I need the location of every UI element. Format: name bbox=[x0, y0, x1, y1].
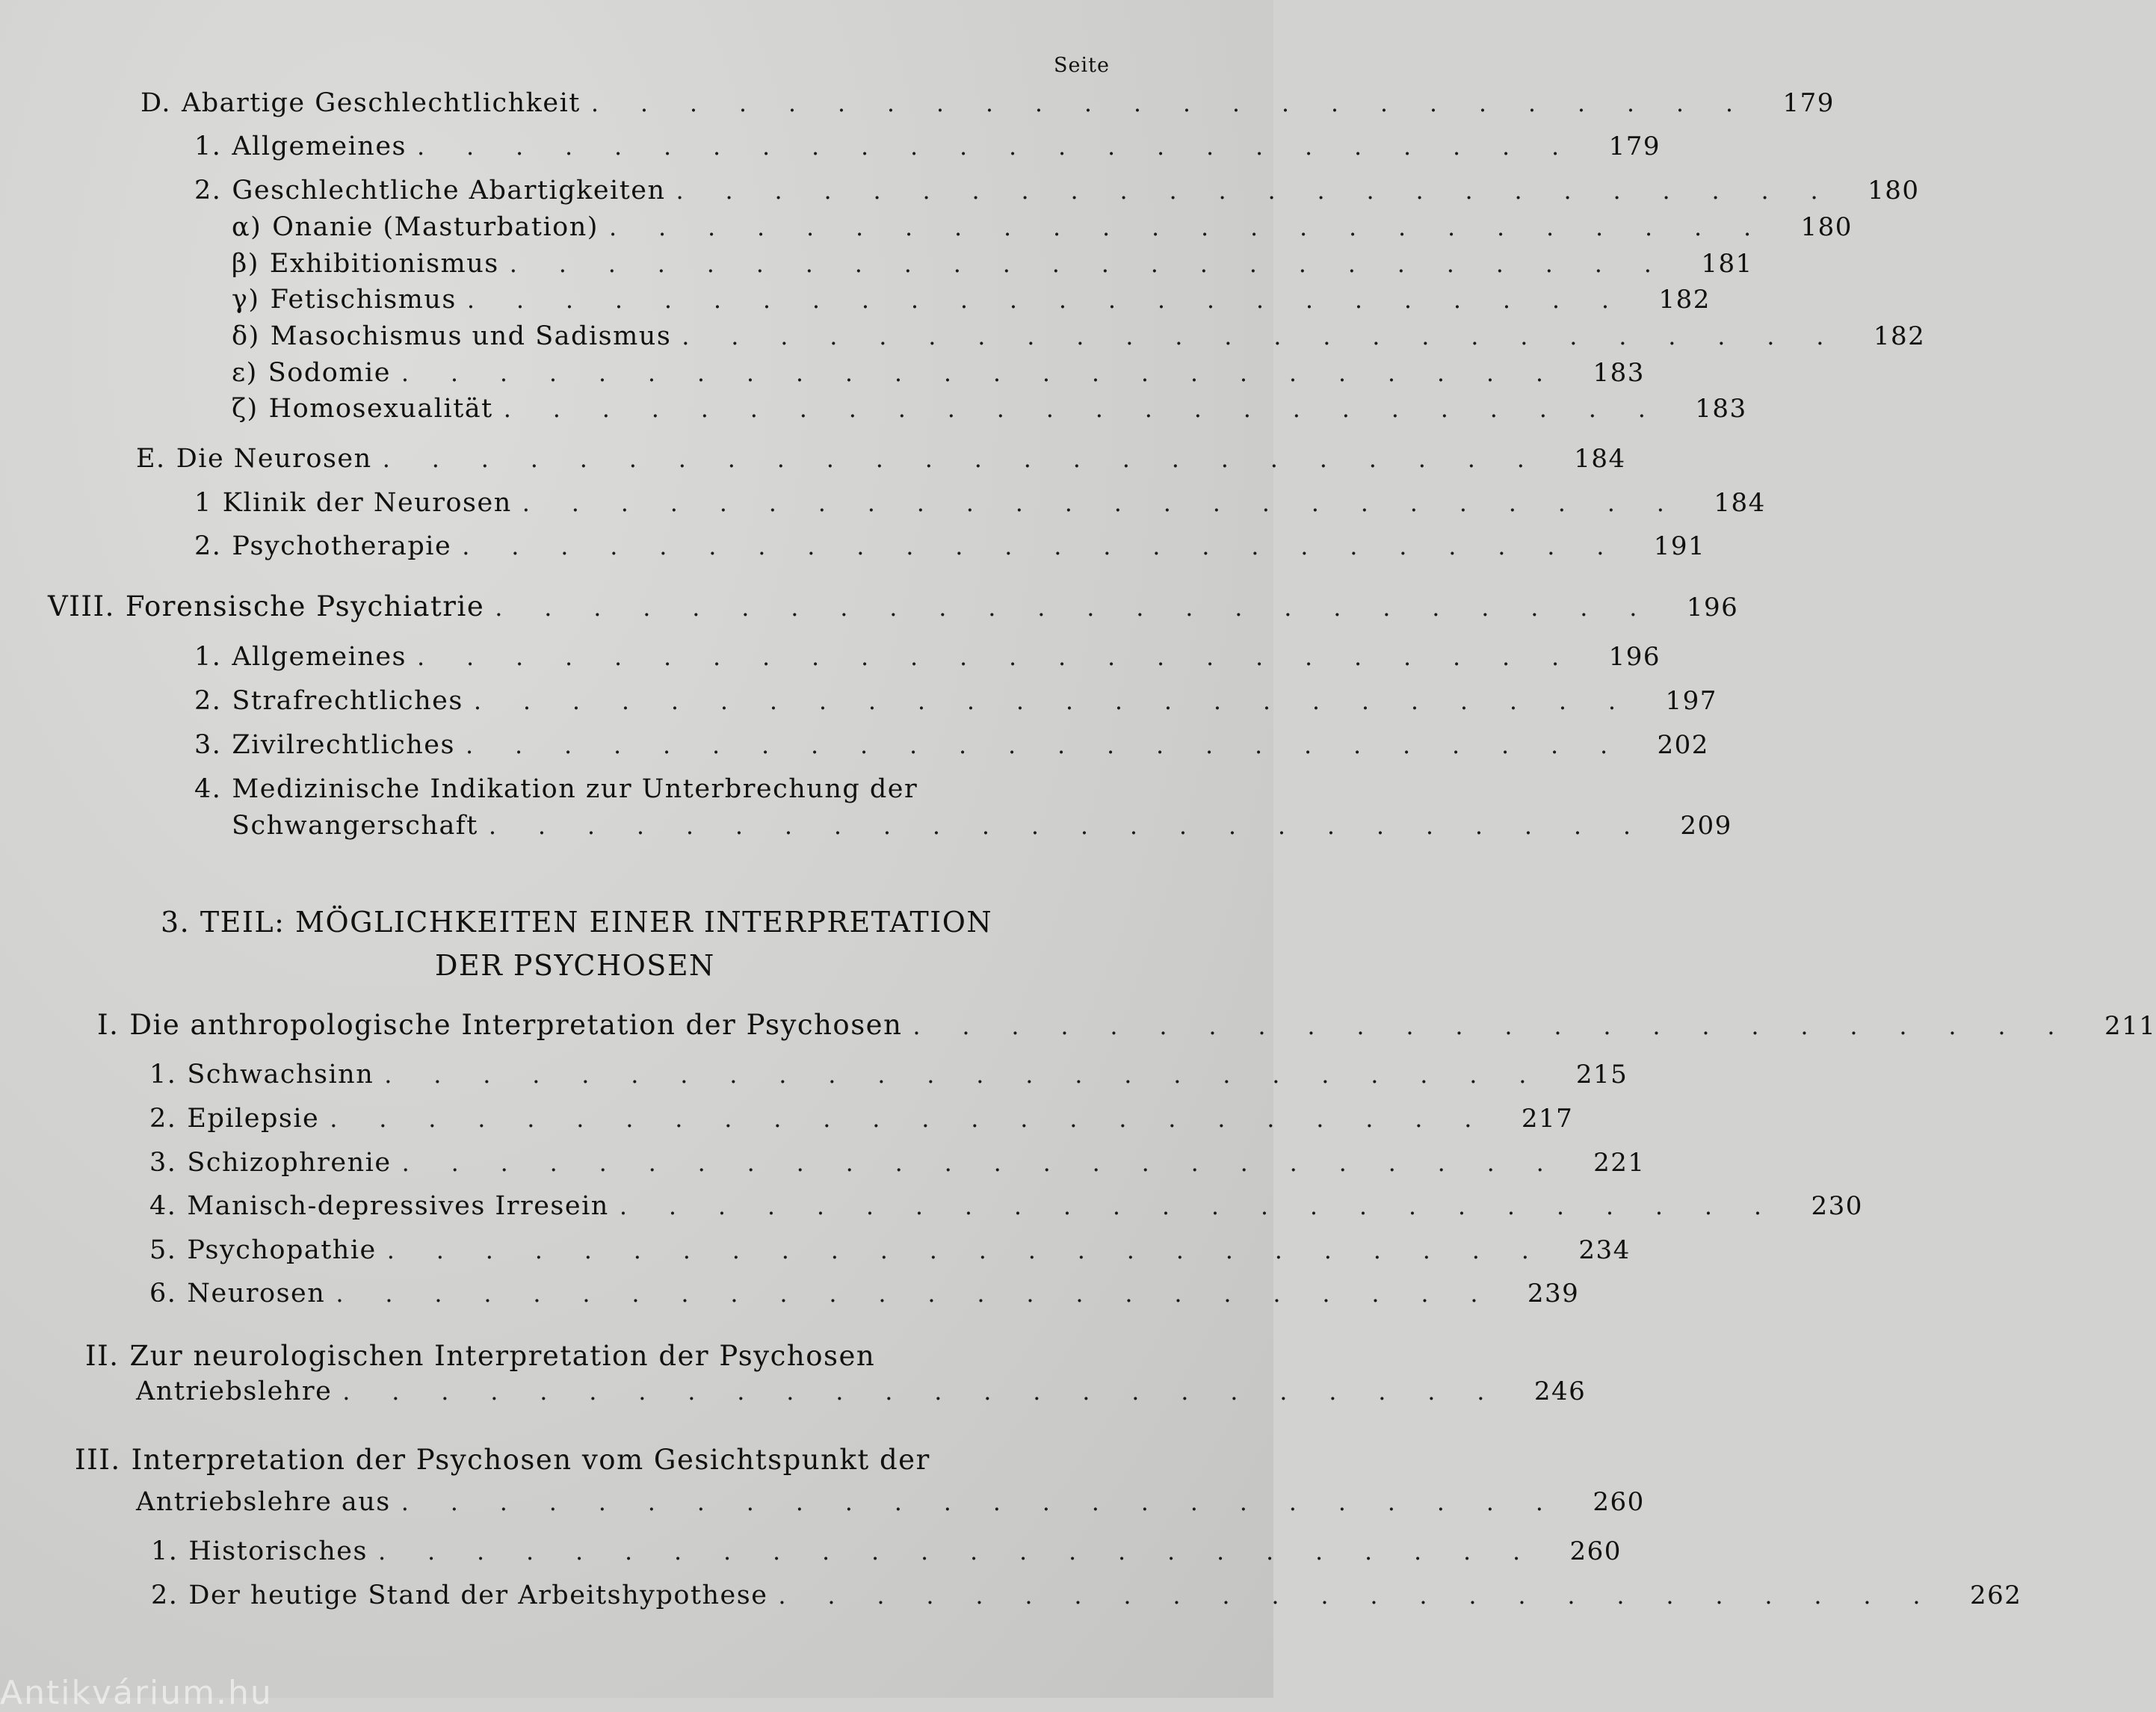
toc-entry bbox=[48, 590, 1739, 628]
entry-marker: D. bbox=[140, 88, 171, 118]
entry-marker: E. bbox=[136, 444, 166, 474]
entry-marker: 2. bbox=[149, 1104, 177, 1134]
entry-marker: 1. bbox=[151, 1536, 179, 1566]
toc-entry bbox=[149, 1191, 1863, 1229]
entry-page: 179 bbox=[1782, 88, 1835, 118]
toc-entry bbox=[232, 811, 1732, 848]
dot-leader: . . . . . . . . . . . . . . . . . . . . . . . . bbox=[495, 593, 1637, 622]
entry-title: Psychopathie bbox=[187, 1235, 377, 1265]
entry-marker: δ) bbox=[232, 321, 260, 351]
dot-leader: . . . . . . . . . . . . . . . . . . . . . . . . bbox=[330, 1104, 1472, 1133]
toc-entry bbox=[232, 358, 1645, 395]
toc-entry bbox=[232, 394, 1747, 431]
dot-leader: . . . . . . . . . . . . . . . . . . . . . . . . bbox=[465, 731, 1608, 759]
dot-leader: . . . . . . . . . . . . . . . . . . . . . . . . bbox=[778, 1581, 1921, 1610]
entry-page: 221 bbox=[1593, 1148, 1646, 1178]
entry-page: 184 bbox=[1574, 444, 1626, 474]
entry-page: 180 bbox=[1800, 212, 1853, 242]
dot-leader: . . . . . . . . . . . . . . . . . . . . . . . . bbox=[682, 322, 1824, 350]
entry-marker: β) bbox=[232, 249, 259, 279]
toc-entry bbox=[194, 686, 1717, 723]
entry-marker: ζ) bbox=[232, 394, 259, 424]
entry-marker: II. bbox=[85, 1340, 120, 1372]
entry-marker: 4. bbox=[194, 774, 222, 804]
dot-leader: . . . . . . . . . . . . . . . . . . . . . . . . bbox=[590, 89, 1734, 117]
entry-title: Masochismus und Sadismus bbox=[270, 321, 672, 351]
toc-entry bbox=[194, 531, 1706, 569]
entry-title: Allgemeines bbox=[232, 132, 407, 161]
entry-marker: III. bbox=[75, 1444, 121, 1476]
entry-marker: 3. bbox=[149, 1148, 177, 1178]
entry-title: Forensische Psychiatrie bbox=[125, 590, 485, 622]
toc-entry bbox=[136, 444, 1626, 481]
dot-leader: . . . . . . . . . . . . . . . . . . . . . . . . bbox=[619, 1192, 1762, 1220]
watermark-text: Antikvárium.hu bbox=[0, 1674, 273, 1712]
dot-leader: . . . . . . . . . . . . . . . . . . . . . . . . bbox=[336, 1279, 1478, 1308]
toc-entry-line bbox=[75, 1444, 930, 1476]
entry-marker: 1. bbox=[194, 642, 222, 672]
entry-title: Onanie (Masturbation) bbox=[272, 212, 599, 242]
entry-title: Die anthropologische Interpretation der Psychosen bbox=[129, 1009, 903, 1041]
entry-marker: 1. bbox=[149, 1060, 177, 1090]
entry-title: Schwangerschaft bbox=[232, 811, 478, 841]
entry-page: 184 bbox=[1714, 488, 1766, 518]
entry-title: Fetischismus bbox=[270, 285, 457, 315]
entry-page: 180 bbox=[1868, 176, 1920, 205]
entry-page: 209 bbox=[1680, 811, 1732, 841]
toc-entry bbox=[194, 488, 1766, 525]
entry-page: 183 bbox=[1695, 394, 1747, 424]
entry-title: Die Neurosen bbox=[176, 444, 372, 474]
toc-entry bbox=[194, 730, 1709, 767]
entry-page: 230 bbox=[1811, 1191, 1863, 1221]
toc-entry-line bbox=[85, 1340, 875, 1372]
entry-page: 234 bbox=[1578, 1235, 1631, 1265]
entry-title: Sodomie bbox=[268, 358, 391, 388]
entry-page: 215 bbox=[1575, 1060, 1628, 1090]
dot-leader: . . . . . . . . . . . . . . . . . . . . . . . . bbox=[462, 532, 1604, 560]
toc-entry bbox=[151, 1536, 1622, 1574]
dot-leader: . . . . . . . . . . . . . . . . . . . . . . . . bbox=[503, 395, 1646, 423]
toc-entry bbox=[136, 1376, 1587, 1414]
part-heading-line-1: 3. TEIL: MÖGLICHKEITEN EINER INTERPRETATION bbox=[161, 906, 993, 939]
entry-title: Der heutige Stand der Arbeitshypothese bbox=[188, 1580, 768, 1610]
toc-entry-line bbox=[194, 774, 918, 804]
toc-entry bbox=[97, 1009, 2156, 1046]
entry-title: Schizophrenie bbox=[187, 1148, 392, 1178]
toc-entry bbox=[232, 321, 1926, 359]
toc-entry bbox=[232, 212, 1853, 250]
entry-marker: 6. bbox=[149, 1279, 177, 1308]
entry-title: Psychotherapie bbox=[232, 531, 452, 561]
entry-page: 260 bbox=[1593, 1487, 1645, 1517]
entry-title: Medizinische Indikation zur Unterbrechung der bbox=[232, 774, 918, 804]
entry-title: Historisches bbox=[188, 1536, 368, 1566]
part-heading-line-2: DER PSYCHOSEN bbox=[435, 949, 715, 982]
entry-page: 179 bbox=[1608, 132, 1661, 161]
entry-page: 211 bbox=[2104, 1011, 2156, 1041]
entry-marker: 2. bbox=[194, 531, 222, 561]
entry-page: 182 bbox=[1658, 285, 1711, 315]
entry-page: 260 bbox=[1569, 1536, 1622, 1566]
dot-leader: . . . . . . . . . . . . . . . . . . . . . . . . bbox=[342, 1377, 1485, 1406]
entry-title: Antriebslehre aus bbox=[136, 1487, 391, 1517]
dot-leader: . . . . . . . . . . . . . . . . . . . . . . . . bbox=[382, 445, 1525, 473]
toc-entry bbox=[149, 1279, 1580, 1316]
entry-page: 182 bbox=[1873, 321, 1926, 351]
entry-marker: 1. bbox=[194, 132, 222, 161]
entry-title: Allgemeines bbox=[232, 642, 407, 672]
toc-entry bbox=[149, 1060, 1628, 1097]
dot-leader: . . . . . . . . . . . . . . . . . . . . . . . . bbox=[488, 812, 1631, 840]
dot-leader: . . . . . . . . . . . . . . . . . . . . . . . . bbox=[509, 250, 1652, 278]
entry-page: 196 bbox=[1686, 593, 1739, 622]
entry-page: 197 bbox=[1665, 686, 1717, 716]
entry-title: Epilepsie bbox=[187, 1104, 320, 1134]
entry-title: Manisch-depressives Irresein bbox=[187, 1191, 609, 1221]
entry-marker: 3. bbox=[194, 730, 222, 760]
dot-leader: . . . . . . . . . . . . . . . . . . . . . . . . bbox=[401, 1149, 1544, 1177]
entry-page: 202 bbox=[1657, 730, 1709, 760]
entry-page: 217 bbox=[1521, 1104, 1574, 1134]
dot-leader: . . . . . . . . . . . . . . . . . . . . . . . . bbox=[401, 359, 1544, 387]
dot-leader: . . . . . . . . . . . . . . . . . . . . . . . . bbox=[384, 1060, 1527, 1089]
entry-page: 183 bbox=[1593, 358, 1645, 388]
dot-leader: . . . . . . . . . . . . . . . . . . . . . . . . bbox=[401, 1488, 1543, 1516]
entry-title: Schwachsinn bbox=[187, 1060, 374, 1090]
entry-title: Strafrechtliches bbox=[232, 686, 463, 716]
dot-leader: . . . . . . . . . . . . . . . . . . . . . . . . bbox=[466, 285, 1610, 314]
entry-page: 262 bbox=[1970, 1580, 2022, 1610]
toc-entry bbox=[140, 88, 1835, 126]
toc-entry bbox=[149, 1104, 1574, 1141]
entry-marker: 2. bbox=[194, 686, 222, 716]
toc-entry bbox=[151, 1580, 2022, 1618]
entry-title: Zivilrechtliches bbox=[232, 730, 455, 760]
entry-marker: γ) bbox=[232, 285, 260, 315]
entry-marker: VIII. bbox=[48, 590, 115, 622]
entry-title: Klinik der Neurosen bbox=[222, 488, 512, 518]
toc-entry bbox=[149, 1235, 1631, 1273]
toc-entry bbox=[194, 132, 1661, 169]
entry-title: Homosexualität bbox=[268, 394, 493, 424]
entry-title: Abartige Geschlechtlichkeit bbox=[181, 88, 581, 118]
dot-leader: . . . . . . . . . . . . . . . . . . . . . . . . bbox=[912, 1012, 2055, 1040]
entry-marker: 4. bbox=[149, 1191, 177, 1221]
entry-page: 191 bbox=[1653, 531, 1706, 561]
entry-title: Interpretation der Psychosen vom Gesichtspunkt der bbox=[131, 1444, 930, 1476]
entry-marker: ε) bbox=[232, 358, 258, 388]
entry-marker: 1 bbox=[194, 488, 212, 518]
toc-entry bbox=[136, 1487, 1645, 1524]
entry-title: Geschlechtliche Abartigkeiten bbox=[232, 176, 666, 205]
dot-leader: . . . . . . . . . . . . . . . . . . . . . . . . bbox=[522, 489, 1664, 517]
entry-title: Antriebslehre bbox=[136, 1376, 333, 1406]
entry-marker: α) bbox=[232, 212, 262, 242]
entry-title: Zur neurologischen Interpretation der Psychosen bbox=[129, 1340, 876, 1372]
toc-entry bbox=[232, 285, 1711, 322]
dot-leader: . . . . . . . . . . . . . . . . . . . . . . . . bbox=[608, 213, 1752, 241]
entry-marker: 5. bbox=[149, 1235, 177, 1265]
page-column-header: Seite bbox=[1054, 54, 1110, 77]
dot-leader: . . . . . . . . . . . . . . . . . . . . . . . . bbox=[377, 1537, 1521, 1566]
toc-entry bbox=[194, 176, 1920, 213]
entry-marker: 2. bbox=[151, 1580, 179, 1610]
dot-leader: . . . . . . . . . . . . . . . . . . . . . . . . bbox=[417, 643, 1560, 671]
entry-page: 246 bbox=[1533, 1376, 1587, 1406]
dot-leader: . . . . . . . . . . . . . . . . . . . . . . . . bbox=[417, 132, 1560, 161]
entry-title: Neurosen bbox=[187, 1279, 326, 1308]
entry-marker: 2. bbox=[194, 176, 222, 205]
toc-entry bbox=[194, 642, 1661, 679]
dot-leader: . . . . . . . . . . . . . . . . . . . . . . . . bbox=[473, 687, 1616, 715]
entry-page: 181 bbox=[1701, 249, 1753, 279]
dot-leader: . . . . . . . . . . . . . . . . . . . . . . . . bbox=[386, 1236, 1529, 1264]
entry-title: Exhibitionismus bbox=[269, 249, 499, 279]
entry-marker: I. bbox=[97, 1009, 120, 1041]
entry-page: 239 bbox=[1527, 1279, 1580, 1308]
entry-page: 196 bbox=[1608, 642, 1661, 672]
dot-leader: . . . . . . . . . . . . . . . . . . . . . . . . bbox=[676, 176, 1818, 205]
toc-entry bbox=[232, 249, 1753, 286]
toc-entry bbox=[149, 1148, 1646, 1185]
